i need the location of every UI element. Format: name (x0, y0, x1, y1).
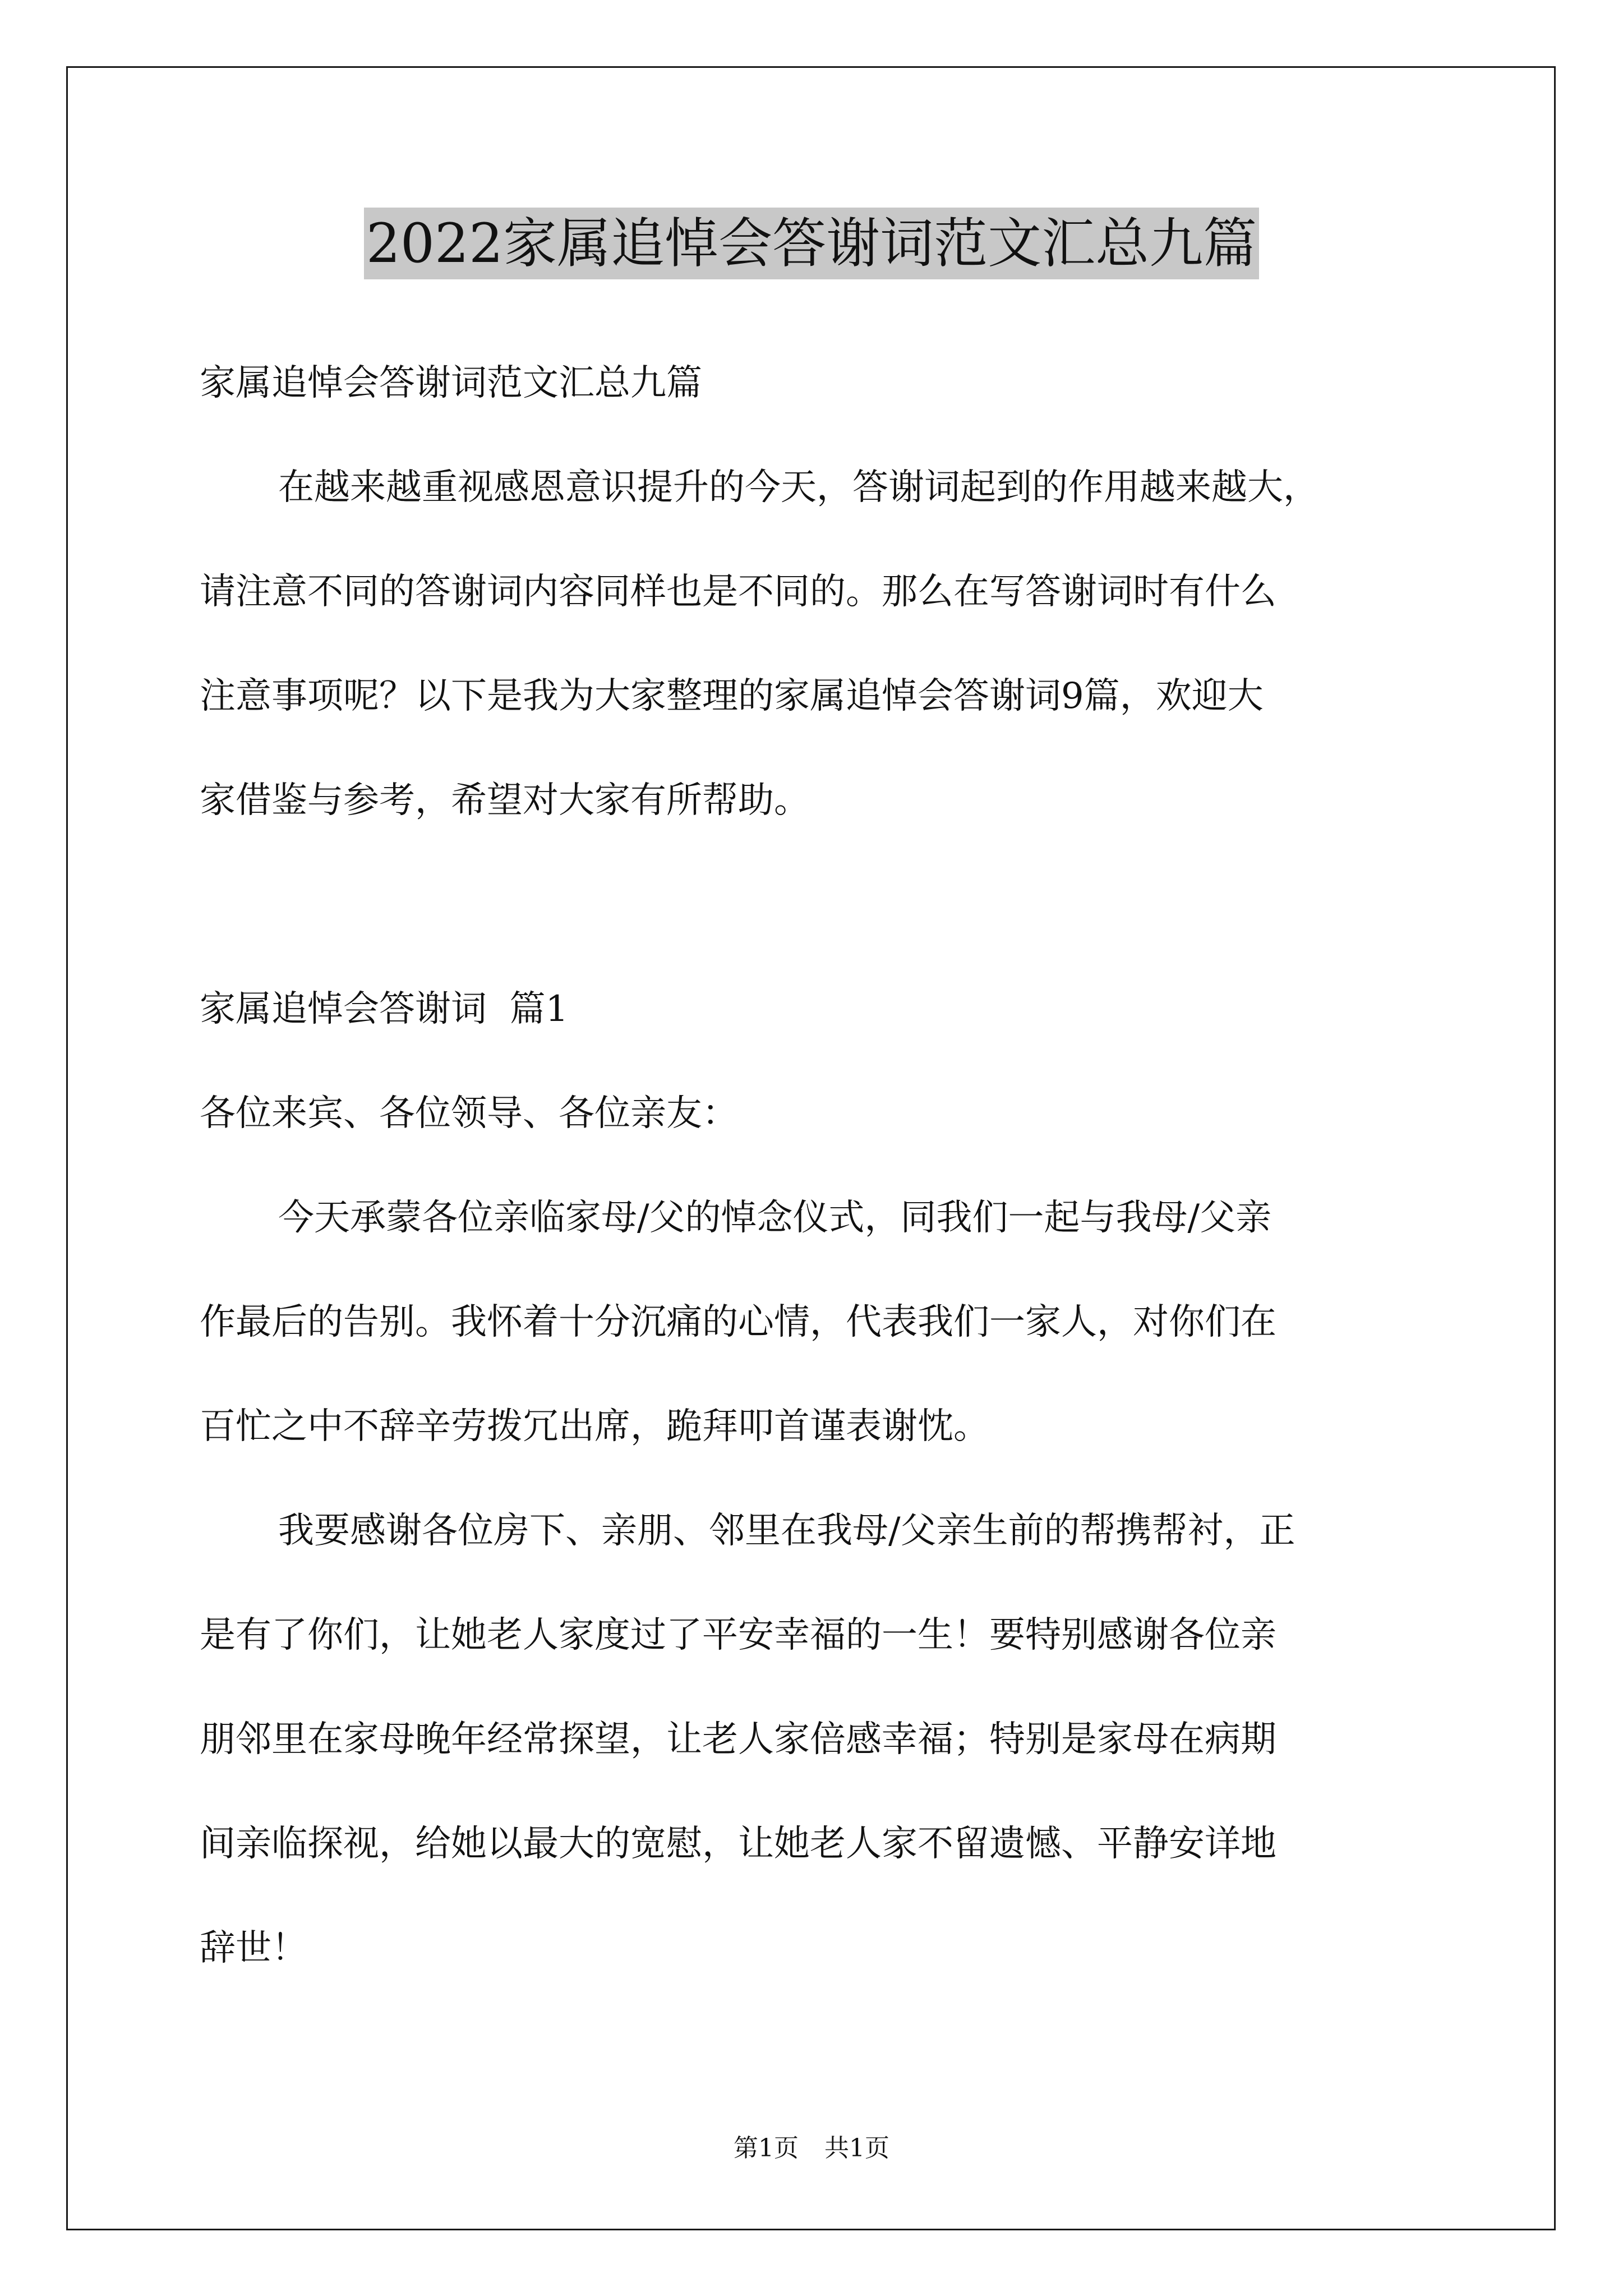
paragraph-line: 百忙之中不辞辛劳拨冗出席，跪拜叩首谨表谢忱。 (200, 1406, 989, 1447)
salutation: 各位来宾、各位领导、各位亲友： (200, 1093, 738, 1134)
intro-line: 家借鉴与参考，希望对大家有所帮助。 (200, 780, 810, 821)
intro-line: 在越来越重视感恩意识提升的今天，答谢词起到的作用越来越大， (278, 467, 1319, 508)
page-total: 共1页 (824, 2134, 889, 2162)
intro-line: 注意事项呢？以下是我为大家整理的家属追悼会答谢词9篇，欢迎大 (200, 675, 1264, 717)
paragraph-line: 我要感谢各位房下、亲朋、邻里在我母/父亲生前的帮携帮衬，正 (278, 1510, 1295, 1552)
document-body (200, 331, 1445, 2000)
paragraph-line: 朋邻里在家母晚年经常探望，让老人家倍感幸福；特别是家母在病期 (200, 1719, 1276, 1760)
paragraph-line: 今天承蒙各位亲临家母/父的悼念仪式，同我们一起与我母/父亲 (278, 1197, 1272, 1239)
section-heading: 家属追悼会答谢词 篇1 (200, 988, 569, 1030)
section-gap (200, 853, 1445, 957)
document-title: 2022家属追悼会答谢词范文汇总九篇 (364, 208, 1259, 279)
title-container (0, 208, 1623, 279)
page-number: 第1页 (734, 2134, 799, 2162)
paragraph-line: 间亲临探视，给她以最大的宽慰，让她老人家不留遗憾、平静安详地 (200, 1823, 1276, 1865)
paragraph-line: 作最后的告别。我怀着十分沉痛的心情，代表我们一家人，对你们在 (200, 1301, 1276, 1343)
paragraph-line: 辞世！ (200, 1927, 307, 1969)
intro-line: 请注意不同的答谢词内容同样也是不同的。那么在写答谢词时有什么 (200, 571, 1276, 613)
paragraph-line: 是有了你们，让她老人家度过了平安幸福的一生！要特别感谢各位亲 (200, 1614, 1276, 1656)
page-footer (0, 2132, 1623, 2165)
document-subtitle: 家属追悼会答谢词范文汇总九篇 (200, 362, 702, 404)
